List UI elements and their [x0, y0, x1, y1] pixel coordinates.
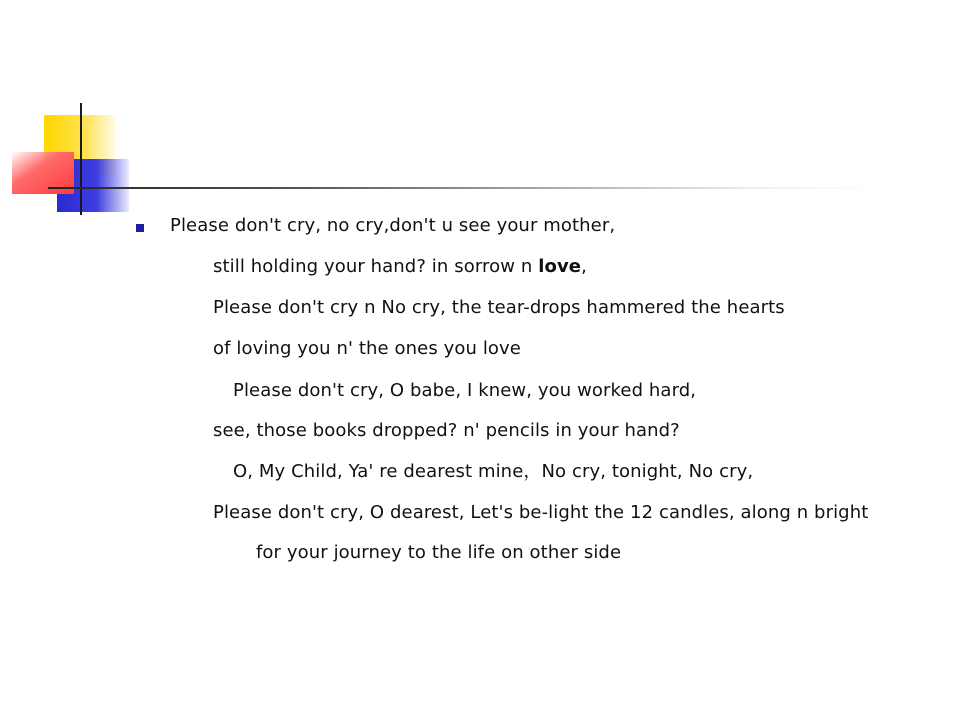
poem-line-2: [213, 256, 587, 278]
poem-line-5: Please don't cry, O babe, I knew, you worked hard,: [233, 380, 697, 401]
poem-line-6: see, those books dropped? n' pencils in your hand?: [213, 420, 680, 441]
vertical-divider-line: [80, 103, 82, 215]
poem-line-2-text: still holding your hand? in sorrow n: [213, 256, 539, 277]
poem-line-4: of loving you n' the ones you love: [213, 338, 521, 359]
poem-line-7: O, My Child, Ya' re dearest mine，No cry, tonight, No cry,: [233, 461, 754, 482]
poem-line-2-bold-word: love: [538, 256, 582, 277]
poem-line-9: for your journey to the life on other side: [256, 542, 622, 563]
poem-line-8: Please don't cry, O dearest, Let's be-light the 12 candles, along n bright: [213, 502, 869, 523]
poem-line-2-punct: ,: [581, 256, 587, 277]
bullet-square-icon: [136, 224, 144, 232]
horizontal-divider-line: [48, 187, 878, 189]
poem-line-1: Please don't cry, no cry,don't u see your mother,: [170, 215, 616, 236]
poem-line-3: Please don't cry n No cry, the tear-drops hammered the hearts: [213, 297, 785, 318]
